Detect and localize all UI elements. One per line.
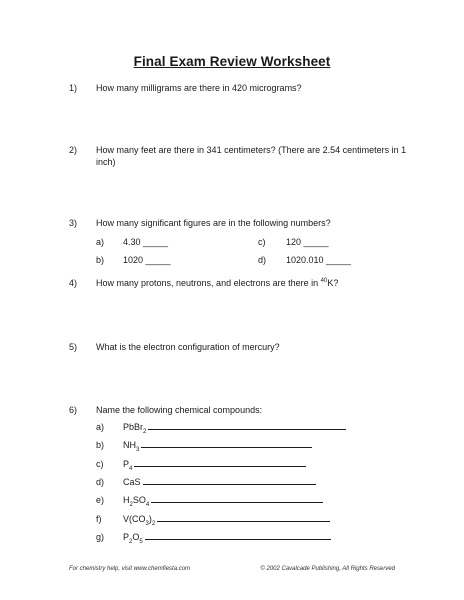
sig-fig-item-b <box>96 254 171 266</box>
formula-subscript: 2 <box>129 538 133 545</box>
formula-text: V(CO <box>123 514 146 524</box>
answer-blank[interactable] <box>134 458 306 467</box>
question-4-number: 4) <box>69 278 78 288</box>
sig-fig-item-a <box>96 236 169 248</box>
sig-fig-label: c) <box>258 237 266 247</box>
question-6-text: Name the following chemical compounds: <box>96 405 263 415</box>
compound-label: a) <box>96 422 105 432</box>
sig-fig-item-c <box>258 236 329 248</box>
question-1-text: How many milligrams are there in 420 micrograms? <box>96 83 302 93</box>
compound-label: c) <box>96 459 104 469</box>
formula-subscript: 2 <box>151 520 156 527</box>
sig-fig-value: 4.30 _____ <box>123 237 169 247</box>
answer-blank[interactable] <box>141 439 312 448</box>
question-3-text: How many significant figures are in the following numbers? <box>96 218 331 228</box>
question-3-number: 3) <box>69 218 78 228</box>
sig-fig-label: d) <box>258 255 267 265</box>
formula-subscript: 4 <box>129 465 133 472</box>
answer-blank[interactable] <box>157 513 330 522</box>
question-4-text-end: K? <box>327 278 339 288</box>
footer-website: For chemistry help, visit www.chemfiesta.com <box>69 566 191 572</box>
sig-fig-value: 120 _____ <box>286 237 329 247</box>
sig-fig-label: a) <box>96 237 105 247</box>
question-6-number: 6) <box>69 405 78 415</box>
footer-copyright: © 2002 Cavalcade Publishing, All Rights Reserved <box>260 566 395 572</box>
compound-formula <box>123 476 316 488</box>
formula-text: NH <box>123 440 136 450</box>
compound-formula <box>123 494 323 506</box>
compound-label: d) <box>96 477 105 487</box>
formula-subscript: 2 <box>129 501 133 508</box>
question-4-text-main: How many protons, neutrons, and electrons are there in <box>96 278 321 288</box>
isotope-mass-number: 40 <box>320 278 328 284</box>
sig-fig-label: b) <box>96 255 105 265</box>
compound-label: f) <box>96 514 102 524</box>
question-5-number: 5) <box>69 342 78 352</box>
formula-subscript: 4 <box>145 501 150 508</box>
page-title: Final Exam Review Worksheet <box>133 54 331 69</box>
formula-text: O <box>132 532 140 542</box>
formula-text: H <box>123 495 130 505</box>
question-4-text <box>96 277 416 289</box>
compound-label: e) <box>96 495 105 505</box>
formula-text: PbBr <box>123 422 144 432</box>
compound-label: g) <box>96 532 105 542</box>
sig-fig-value: 1020 _____ <box>123 255 171 265</box>
question-2-number: 2) <box>69 145 78 155</box>
formula-subscript: 5 <box>139 538 143 545</box>
formula-text: CaS <box>123 477 141 487</box>
compound-formula <box>123 458 306 470</box>
compound-formula <box>123 513 330 525</box>
formula-subscript: 3 <box>136 446 140 453</box>
compound-formula <box>123 439 312 451</box>
formula-subscript: 3 <box>145 520 149 527</box>
question-1-number: 1) <box>69 83 78 93</box>
formula-text: ) <box>148 514 152 524</box>
answer-blank[interactable] <box>143 476 316 485</box>
compound-formula <box>123 421 346 433</box>
answer-blank[interactable] <box>148 421 346 430</box>
formula-text: P <box>123 532 130 542</box>
formula-subscript: 2 <box>143 428 147 435</box>
answer-blank[interactable] <box>145 531 331 540</box>
question-5-text: What is the electron configuration of mercury? <box>96 342 280 352</box>
sig-fig-value: 1020.010 _____ <box>286 255 352 265</box>
compound-formula <box>123 531 331 543</box>
formula-text: SO <box>132 495 146 505</box>
sig-fig-item-d <box>258 254 352 266</box>
question-2-text: How many feet are there in 341 centimeters? (There are 2.54 centimeters in 1 inch) <box>96 145 407 167</box>
answer-blank[interactable] <box>151 494 323 503</box>
formula-text: P <box>123 459 130 469</box>
compound-label: b) <box>96 440 105 450</box>
